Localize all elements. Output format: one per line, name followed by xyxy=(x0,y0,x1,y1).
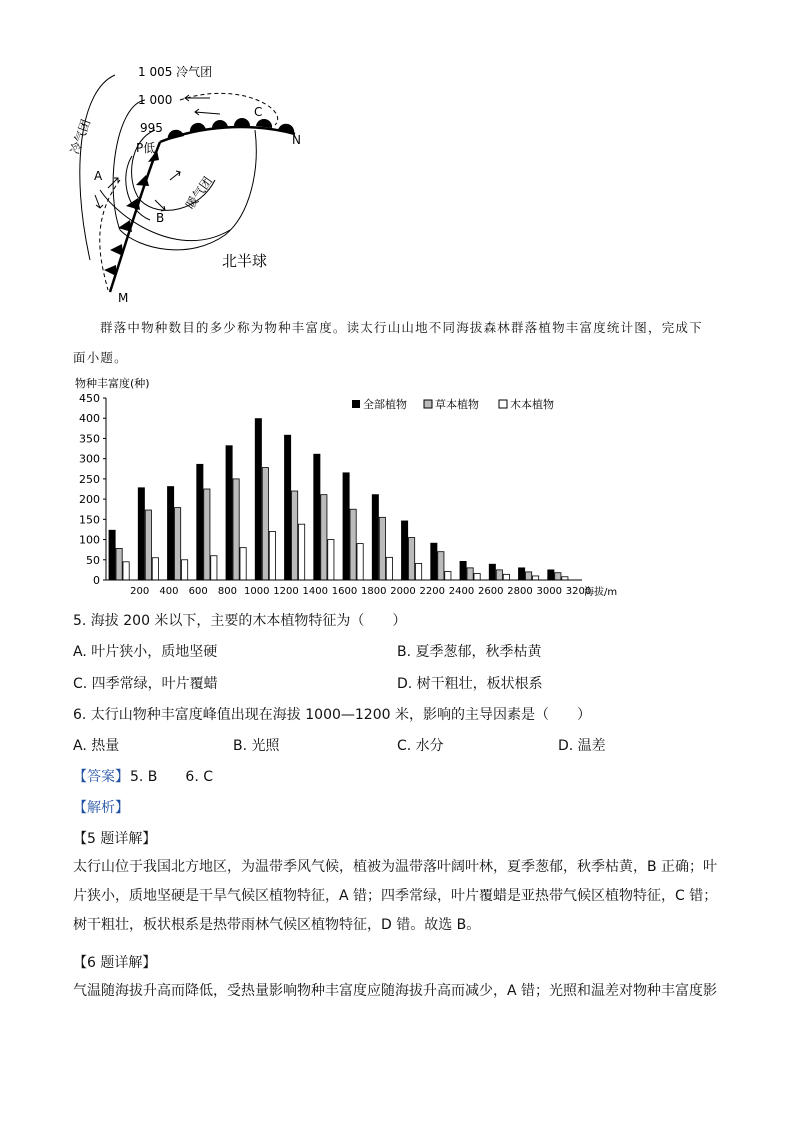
bar-herb xyxy=(379,517,385,580)
bar-all xyxy=(402,521,408,580)
isobar-inner xyxy=(126,156,150,220)
detail-5-line-3: 树干粗壮，板状根系是热带雨林气候区植物特征，D 错。故选 B。 xyxy=(73,917,481,933)
y-tick-label: 150 xyxy=(79,513,100,527)
bar-woody xyxy=(533,576,539,580)
bar-woody xyxy=(416,563,422,580)
q6-option-d[interactable]: D. 温差 xyxy=(558,738,606,754)
bar-woody xyxy=(357,544,363,580)
y-tick-label: 200 xyxy=(79,493,100,507)
bar-herb xyxy=(409,538,415,580)
q5-option-c[interactable]: C. 四季常绿，叶片覆蜡 xyxy=(73,676,218,692)
bar-woody xyxy=(152,558,158,580)
y-tick-label: 50 xyxy=(86,553,100,567)
bar-herb xyxy=(438,552,444,580)
bar-all xyxy=(138,488,144,580)
x-tick-label: 2800 xyxy=(507,586,533,597)
point-m: M xyxy=(118,291,129,305)
bar-herb xyxy=(555,573,561,580)
bar-woody xyxy=(123,562,129,580)
bar-woody xyxy=(445,572,451,580)
x-tick-label: 1200 xyxy=(273,586,299,597)
front-diagram xyxy=(60,60,320,305)
bar-all xyxy=(109,530,115,580)
warm-isobar xyxy=(100,190,230,241)
detail-5-line-1: 太行山位于我国北方地区，为温带季风气候，植被为温带落叶阔叶林，夏季葱郁，秋季枯黄，B 正确；叶 xyxy=(73,859,718,875)
answer-text: 5. B 6. C xyxy=(130,769,213,785)
bar-all xyxy=(255,419,261,580)
y-tick-label: 450 xyxy=(79,392,100,405)
legend-swatch-woody xyxy=(499,400,507,408)
bar-woody xyxy=(328,540,334,580)
point-c: C xyxy=(254,105,263,119)
y-tick-label: 400 xyxy=(79,412,100,426)
point-a: A xyxy=(94,169,103,183)
bar-herb xyxy=(204,489,210,580)
q6-option-c[interactable]: C. 水分 xyxy=(397,738,444,754)
bar-herb xyxy=(321,495,327,580)
isobar-label-1005: 1 005 冷气团 xyxy=(138,65,213,79)
bar-herb xyxy=(467,568,473,580)
y-tick-label: 0 xyxy=(93,574,100,587)
bar-all xyxy=(197,464,203,580)
bar-herb xyxy=(496,570,502,580)
isobar-label-995: 995 xyxy=(140,121,163,135)
hemisphere-label: 北半球 xyxy=(222,252,268,270)
y-tick-label: 250 xyxy=(79,472,100,486)
point-n: N xyxy=(292,133,301,147)
bar-herb xyxy=(526,572,532,580)
y-tick-label: 100 xyxy=(79,533,100,547)
x-tick-label: 2600 xyxy=(477,586,504,597)
q6-option-a[interactable]: A. 热量 xyxy=(73,738,120,754)
x-tick-label: 2400 xyxy=(448,586,475,597)
bar-woody xyxy=(269,531,275,580)
analysis-label: 【解析】 xyxy=(73,800,129,816)
answer-label: 【答案】 xyxy=(73,769,129,785)
legend-swatch-all xyxy=(352,400,360,408)
bar-herb xyxy=(116,548,122,580)
x-tick-label: 1400 xyxy=(302,586,328,597)
bar-woody xyxy=(182,560,188,580)
species-richness-chart xyxy=(70,372,630,600)
point-b: B xyxy=(156,211,165,225)
x-tick-label: 2200 xyxy=(419,586,445,597)
bar-all xyxy=(372,495,378,580)
bar-all xyxy=(460,561,466,580)
x-tick-label: 800 xyxy=(217,586,238,597)
bar-herb xyxy=(292,491,298,580)
bar-woody xyxy=(211,556,217,580)
bar-all xyxy=(285,435,291,580)
bar-all xyxy=(226,446,232,580)
isobar-1005 xyxy=(80,75,115,260)
legend-swatch-herb xyxy=(424,400,432,408)
bar-herb xyxy=(233,479,239,580)
y-tick-label: 300 xyxy=(79,452,100,466)
q6-option-b[interactable]: B. 光照 xyxy=(233,738,280,754)
detail-6-label: 【6 题详解】 xyxy=(73,955,157,971)
bar-all xyxy=(431,543,437,580)
bar-all xyxy=(519,568,525,580)
x-tick-label: 200 xyxy=(130,586,150,597)
bar-all xyxy=(314,454,320,580)
q5-option-d[interactable]: D. 树干粗壮，板状根系 xyxy=(397,676,543,692)
x-tick-label: 600 xyxy=(188,586,208,597)
legend-woody: 木本植物 xyxy=(510,398,554,411)
bar-all xyxy=(548,570,554,580)
q5-stem: 5. 海拔 200 米以下，主要的木本植物特征为（ ） xyxy=(73,613,407,629)
chart-xlabel: 海拔/m xyxy=(584,587,618,598)
x-tick-label: 3000 xyxy=(536,586,562,597)
warm-air-label: 暖气团 xyxy=(182,174,216,212)
detail-5-line-2: 片狭小，质地坚硬是干旱气候区植物特征，A 错；四季常绿，叶片覆蜡是亚热带气候区植物特征，C 错； xyxy=(73,888,718,904)
detail-6-line-1: 气温随海拔升高而降低，受热量影响物种丰富度应随海拔升高而减少，A 错；光照和温差对物种丰富度影 xyxy=(73,983,718,999)
x-tick-label: 400 xyxy=(159,586,179,597)
q5-option-b[interactable]: B. 夏季葱郁，秋季枯黄 xyxy=(397,644,542,660)
chart-legend xyxy=(352,397,554,411)
bar-woody xyxy=(240,548,246,580)
detail-5-label: 【5 题详解】 xyxy=(73,831,157,847)
bar-herb xyxy=(145,510,151,580)
bar-herb xyxy=(175,508,181,580)
bars xyxy=(109,419,568,580)
bar-herb xyxy=(262,468,268,580)
chart-ylabel: 物种丰富度(种) xyxy=(75,377,150,390)
x-tick-label: 3200 xyxy=(565,586,592,597)
bar-woody xyxy=(503,574,509,580)
bar-woody xyxy=(474,574,480,580)
x-tick-label: 2000 xyxy=(390,586,416,597)
bar-all xyxy=(343,473,349,580)
q5-option-a[interactable]: A. 叶片狭小，质地坚硬 xyxy=(73,644,218,660)
low-pressure-label: P低 xyxy=(136,141,156,155)
bar-herb xyxy=(350,509,356,580)
isobar-label-1000: 1 000 xyxy=(138,93,173,107)
y-tick-label: 350 xyxy=(79,432,100,446)
bar-woody xyxy=(299,524,305,580)
intro-line-1: 群落中物种数目的多少称为物种丰富度。读太行山山地不同海拔森林群落植物丰富度统计图，完成下 xyxy=(100,320,703,335)
cold-front-line xyxy=(110,142,160,292)
bar-all xyxy=(489,564,495,580)
bar-woody xyxy=(386,557,392,580)
y-axis xyxy=(79,392,106,587)
legend-all: 全部植物 xyxy=(363,398,407,411)
x-tick-label: 1600 xyxy=(331,586,358,597)
legend-herb: 草本植物 xyxy=(435,398,479,411)
bar-all xyxy=(168,487,174,580)
x-tick-label: 1800 xyxy=(360,586,387,597)
isobar-1000 xyxy=(113,100,256,250)
cold-air-label: 冷气团 xyxy=(67,117,94,157)
intro-line-2: 面小题。 xyxy=(73,350,128,365)
q6-stem: 6. 太行山物种丰富度峰值出现在海拔 1000—1200 米，影响的主导因素是（ ） xyxy=(73,707,591,723)
x-tick-label: 1000 xyxy=(243,586,270,597)
x-axis xyxy=(106,580,591,597)
